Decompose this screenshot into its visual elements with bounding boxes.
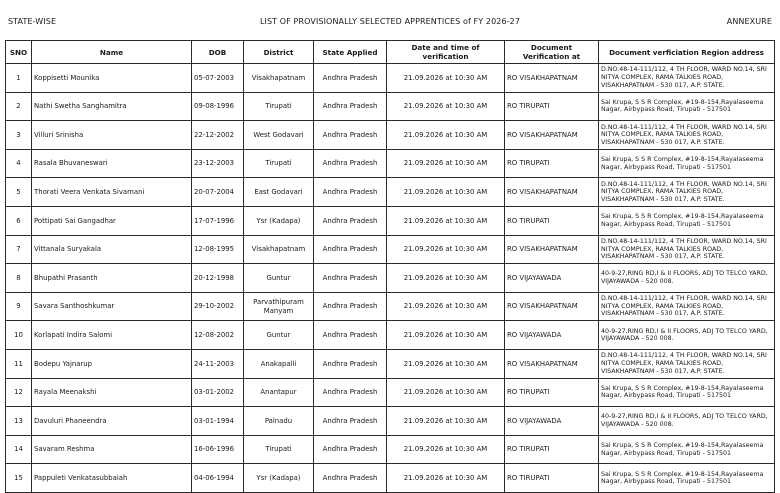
cell-dob: 24-11-2003 — [192, 349, 244, 378]
cell-sno: 5 — [6, 178, 32, 207]
apprentices-table — [5, 40, 775, 493]
cell-name: Korlapati Indira Salomi — [32, 321, 192, 350]
cell-name: Pottipati Sai Gangadhar — [32, 206, 192, 235]
cell-sno: 9 — [6, 292, 32, 321]
cell-sno: 12 — [6, 378, 32, 407]
column-header-verification-at: Document Verification at — [505, 41, 599, 64]
cell-verification-datetime: 21.09.2026 at 10:30 AM — [387, 292, 505, 321]
cell-dob: 20-12-1998 — [192, 264, 244, 293]
cell-district: East Godavari — [244, 178, 314, 207]
cell-verification-datetime: 21.09.2026 at 10:30 AM — [387, 178, 505, 207]
cell-name: Pappuleti Venkatasubbaiah — [32, 464, 192, 493]
cell-name: Thorati Veera Venkata Sivamani — [32, 178, 192, 207]
cell-state: Andhra Pradesh — [314, 92, 387, 121]
cell-dob: 09-08-1996 — [192, 92, 244, 121]
cell-verification-datetime: 21.09.2026 at 10:30 AM — [387, 206, 505, 235]
cell-name: Bhupathi Prasanth — [32, 264, 192, 293]
cell-region-address: Sai Krupa, S S R Complex, #19-8-154,Rayalaseema Nagar, Airbypass Road, Tirupati - 517501 — [599, 92, 775, 121]
cell-region-address: D.NO.48-14-111/112, 4 TH FLOOR, WARD NO.14, SRI NITYA COMPLEX, RAMA TALKIES ROAD, VISAKHAPATNAM - 530 017, A.P. STATE. — [599, 292, 775, 321]
cell-verification-at: RO VISAKHAPATNAM — [505, 292, 599, 321]
column-header-sno: SNO — [6, 41, 32, 64]
cell-verification-at: RO TIRUPATI — [505, 435, 599, 464]
cell-sno: 6 — [6, 206, 32, 235]
table-row — [6, 235, 775, 264]
cell-verification-datetime: 21.09.2026 at 10:30 AM — [387, 407, 505, 436]
cell-state: Andhra Pradesh — [314, 264, 387, 293]
table-header-row — [6, 41, 775, 64]
table-row — [6, 435, 775, 464]
cell-dob: 22-12-2002 — [192, 121, 244, 150]
cell-region-address: D.NO.48-14-111/112, 4 TH FLOOR, WARD NO.14, SRI NITYA COMPLEX, RAMA TALKIES ROAD, VISAKHAPATNAM - 530 017, A.P. STATE. — [599, 178, 775, 207]
cell-dob: 23-12-2003 — [192, 149, 244, 178]
cell-verification-at: RO VISAKHAPATNAM — [505, 235, 599, 264]
cell-state: Andhra Pradesh — [314, 435, 387, 464]
table-row — [6, 292, 775, 321]
cell-state: Andhra Pradesh — [314, 64, 387, 93]
cell-verification-datetime: 21.09.2026 at 10:30 AM — [387, 264, 505, 293]
document-title: LIST OF PROVISIONALLY SELECTED APPRENTICES of FY 2026-27 — [259, 17, 521, 26]
cell-sno: 11 — [6, 349, 32, 378]
header-right-label: ANNEXURE — [726, 17, 772, 26]
cell-verification-at: RO TIRUPATI — [505, 378, 599, 407]
column-header-verification-datetime: Date and time of verification — [387, 41, 505, 64]
cell-sno: 8 — [6, 264, 32, 293]
cell-dob: 12-08-1995 — [192, 235, 244, 264]
cell-verification-at: RO VIJAYAWADA — [505, 264, 599, 293]
cell-state: Andhra Pradesh — [314, 464, 387, 493]
cell-state: Andhra Pradesh — [314, 178, 387, 207]
cell-state: Andhra Pradesh — [314, 378, 387, 407]
cell-state: Andhra Pradesh — [314, 407, 387, 436]
cell-verification-at: RO VISAKHAPATNAM — [505, 349, 599, 378]
cell-state: Andhra Pradesh — [314, 149, 387, 178]
cell-district: Tirupati — [244, 149, 314, 178]
cell-verification-at: RO VIJAYAWADA — [505, 407, 599, 436]
cell-district: Guntur — [244, 321, 314, 350]
cell-sno: 15 — [6, 464, 32, 493]
table-row — [6, 92, 775, 121]
column-header-district: District — [244, 41, 314, 64]
column-header-dob: DOB — [192, 41, 244, 64]
cell-region-address: 40-9-27,RING RD,I & II FLOORS, ADJ TO TELCO YARD, VIJAYAWADA - 520 008. — [599, 264, 775, 293]
cell-region-address: D.NO.48-14-111/112, 4 TH FLOOR, WARD NO.14, SRI NITYA COMPLEX, RAMA TALKIES ROAD, VISAKHAPATNAM - 530 017, A.P. STATE. — [599, 64, 775, 93]
cell-region-address: Sai Krupa, S S R Complex, #19-8-154,Rayalaseema Nagar, Airbypass Road, Tirupati - 517501 — [599, 149, 775, 178]
cell-district: Visakhapatnam — [244, 235, 314, 264]
cell-name: Savaram Reshma — [32, 435, 192, 464]
cell-verification-datetime: 21.09.2026 at 10:30 AM — [387, 64, 505, 93]
cell-district: West Godavari — [244, 121, 314, 150]
cell-name: Bodepu Yajnarup — [32, 349, 192, 378]
cell-name: Rayala Meenakshi — [32, 378, 192, 407]
cell-verification-datetime: 21.09.2026 at 10:30 AM — [387, 321, 505, 350]
column-header-state: State Applied — [314, 41, 387, 64]
table-row — [6, 349, 775, 378]
cell-state: Andhra Pradesh — [314, 121, 387, 150]
cell-sno: 2 — [6, 92, 32, 121]
cell-name: Savara Santhoshkumar — [32, 292, 192, 321]
cell-region-address: Sai Krupa, S S R Complex, #19-8-154,Rayalaseema Nagar, Airbypass Road, Tirupati - 517501 — [599, 378, 775, 407]
cell-verification-at: RO VIJAYAWADA — [505, 321, 599, 350]
cell-district: Visakhapatnam — [244, 64, 314, 93]
cell-name: Koppisetti Mounika — [32, 64, 192, 93]
cell-region-address: D.NO.48-14-111/112, 4 TH FLOOR, WARD NO.14, SRI NITYA COMPLEX, RAMA TALKIES ROAD, VISAKHAPATNAM - 530 017, A.P. STATE. — [599, 349, 775, 378]
cell-sno: 1 — [6, 64, 32, 93]
cell-region-address: 40-9-27,RING RD,I & II FLOORS, ADJ TO TELCO YARD, VIJAYAWADA - 520 008. — [599, 321, 775, 350]
table-row — [6, 407, 775, 436]
cell-district: Parvathipuram Manyam — [244, 292, 314, 321]
cell-sno: 4 — [6, 149, 32, 178]
cell-district: Tirupati — [244, 92, 314, 121]
cell-dob: 12-08-2002 — [192, 321, 244, 350]
cell-state: Andhra Pradesh — [314, 206, 387, 235]
table-row — [6, 464, 775, 493]
cell-name: Nathi Swetha Sanghamitra — [32, 92, 192, 121]
cell-dob: 17-07-1996 — [192, 206, 244, 235]
table-row — [6, 121, 775, 150]
cell-district: Anantapur — [244, 378, 314, 407]
cell-verification-at: RO TIRUPATI — [505, 92, 599, 121]
cell-dob: 29-10-2002 — [192, 292, 244, 321]
cell-dob: 16-06-1996 — [192, 435, 244, 464]
cell-verification-datetime: 21.09.2026 at 10:30 AM — [387, 235, 505, 264]
cell-verification-datetime: 21.09.2026 at 10:30 AM — [387, 464, 505, 493]
cell-verification-datetime: 21.09.2026 at 10:30 AM — [387, 92, 505, 121]
cell-verification-datetime: 21.09.2026 at 10:30 AM — [387, 435, 505, 464]
cell-name: Davuluri Phaneendra — [32, 407, 192, 436]
cell-district: Ysr (Kadapa) — [244, 206, 314, 235]
cell-state: Andhra Pradesh — [314, 321, 387, 350]
table-row — [6, 378, 775, 407]
cell-region-address: Sai Krupa, S S R Complex, #19-8-154,Rayalaseema Nagar, Airbypass Road, Tirupati - 517501 — [599, 206, 775, 235]
cell-region-address: D.NO.48-14-111/112, 4 TH FLOOR, WARD NO.14, SRI NITYA COMPLEX, RAMA TALKIES ROAD, VISAKHAPATNAM - 530 017, A.P. STATE. — [599, 235, 775, 264]
cell-sno: 14 — [6, 435, 32, 464]
cell-name: Villuri Srinisha — [32, 121, 192, 150]
cell-sno: 3 — [6, 121, 32, 150]
page-header — [0, 0, 780, 40]
table-body — [6, 64, 775, 493]
cell-verification-datetime: 21.09.2026 at 10:30 AM — [387, 349, 505, 378]
cell-verification-datetime: 21.09.2026 at 10:30 AM — [387, 149, 505, 178]
table-row — [6, 206, 775, 235]
cell-verification-at: RO VISAKHAPATNAM — [505, 121, 599, 150]
table-row — [6, 178, 775, 207]
cell-district: Guntur — [244, 264, 314, 293]
cell-name: Vittanala Suryakala — [32, 235, 192, 264]
cell-region-address: Sai Krupa, S S R Complex, #19-8-154,Rayalaseema Nagar, Airbypass Road, Tirupati - 517501 — [599, 435, 775, 464]
table-row — [6, 64, 775, 93]
cell-sno: 7 — [6, 235, 32, 264]
cell-state: Andhra Pradesh — [314, 349, 387, 378]
column-header-region-address: Document verficiation Region address — [599, 41, 775, 64]
cell-name: Rasala Bhuvaneswari — [32, 149, 192, 178]
cell-verification-at: RO TIRUPATI — [505, 464, 599, 493]
cell-district: Tirupati — [244, 435, 314, 464]
cell-dob: 03-01-2002 — [192, 378, 244, 407]
cell-sno: 10 — [6, 321, 32, 350]
cell-verification-datetime: 21.09.2026 at 10:30 AM — [387, 121, 505, 150]
table-row — [6, 264, 775, 293]
cell-dob: 04-06-1994 — [192, 464, 244, 493]
cell-verification-at: RO TIRUPATI — [505, 149, 599, 178]
cell-verification-at: RO TIRUPATI — [505, 206, 599, 235]
cell-dob: 03-01-1994 — [192, 407, 244, 436]
cell-region-address: Sai Krupa, S S R Complex, #19-8-154,Rayalaseema Nagar, Airbypass Road, Tirupati - 517501 — [599, 464, 775, 493]
cell-sno: 13 — [6, 407, 32, 436]
cell-state: Andhra Pradesh — [314, 235, 387, 264]
column-header-name: Name — [32, 41, 192, 64]
cell-dob: 20-07-2004 — [192, 178, 244, 207]
cell-region-address: D.NO.48-14-111/112, 4 TH FLOOR, WARD NO.14, SRI NITYA COMPLEX, RAMA TALKIES ROAD, VISAKHAPATNAM - 530 017, A.P. STATE. — [599, 121, 775, 150]
table-row — [6, 321, 775, 350]
table-row — [6, 149, 775, 178]
cell-verification-datetime: 21.09.2026 at 10:30 AM — [387, 378, 505, 407]
cell-district: Anakapalli — [244, 349, 314, 378]
cell-district: Ysr (Kadapa) — [244, 464, 314, 493]
cell-verification-at: RO VISAKHAPATNAM — [505, 64, 599, 93]
header-left-label: STATE-WISE — [8, 17, 57, 26]
cell-district: Palnadu — [244, 407, 314, 436]
cell-dob: 05-07-2003 — [192, 64, 244, 93]
cell-verification-at: RO VISAKHAPATNAM — [505, 178, 599, 207]
cell-region-address: 40-9-27,RING RD,I & II FLOORS, ADJ TO TELCO YARD, VIJAYAWADA - 520 008. — [599, 407, 775, 436]
cell-state: Andhra Pradesh — [314, 292, 387, 321]
